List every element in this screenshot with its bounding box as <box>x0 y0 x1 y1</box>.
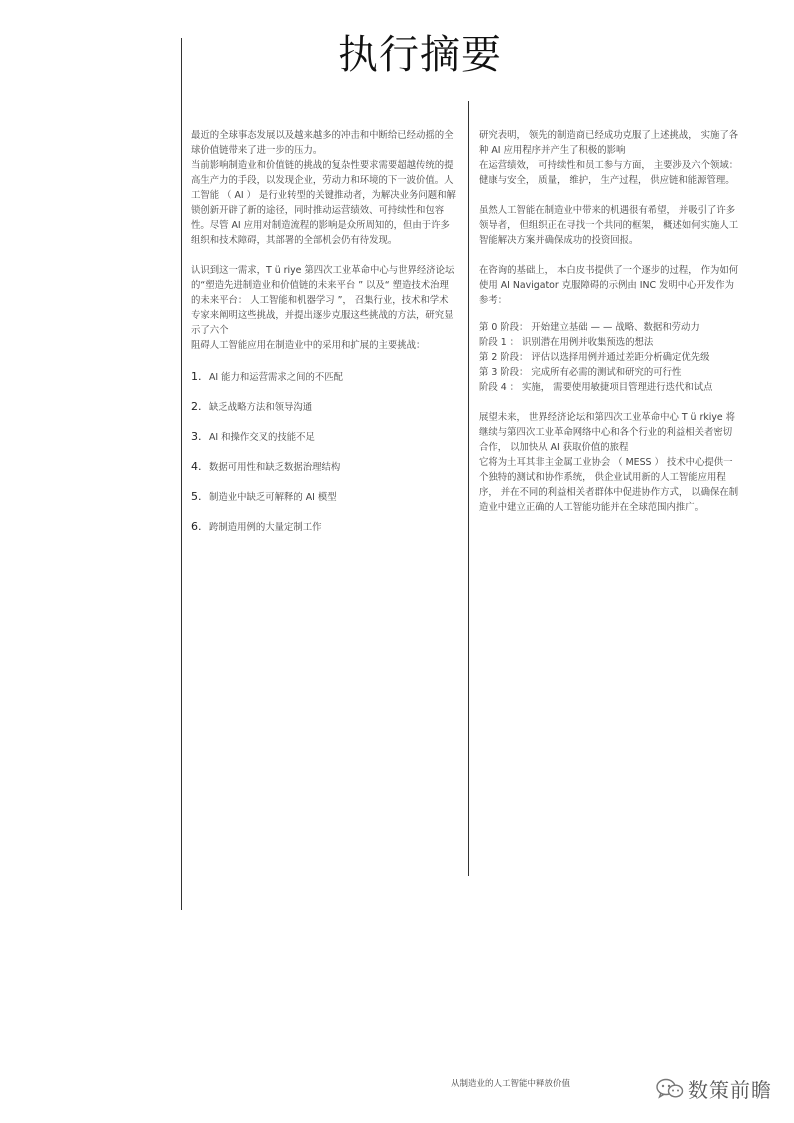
item-number: 4. <box>191 460 202 473</box>
item-text: 制造业中缺乏可解释的 AI 模型 <box>209 492 337 503</box>
right-vertical-rule <box>468 101 469 876</box>
stage-item: 第 3 阶段： 完成所有必需的测试和研究的可行性 <box>479 367 682 378</box>
item-number: 2. <box>191 400 202 413</box>
logo-text: 数策前瞻 <box>688 1078 772 1102</box>
item-number: 5. <box>191 490 202 503</box>
list-item <box>191 519 457 535</box>
stage-item: 第 0 阶段： 开始建立基础 — — 战略、数据和劳动力 <box>479 322 700 333</box>
item-number: 3. <box>191 430 202 443</box>
list-item <box>191 429 457 445</box>
list-item <box>191 399 457 415</box>
challenges-intro: 阻碍人工智能应用在制造业中的采用和扩展的主要挑战： <box>191 340 426 351</box>
item-text: AI 和操作交叉的技能不足 <box>209 432 315 443</box>
list-item <box>191 489 457 505</box>
framework-paragraph: 虽然人工智能在制造业中带来的机遇很有希望， 并吸引了许多领导者， 但组织正在寻找一个共同的框架， 概述如何实施人工智能解决方案并确保成功的投资回报。 <box>479 205 739 246</box>
brand-logo <box>656 1074 772 1103</box>
process-paragraph: 在咨询的基础上， 本白皮书提供了一个逐步的过程， 作为如何使用 AI Navigator 克服障碍的示例由 INC 发明中心开发作为参考： <box>479 265 739 306</box>
item-number: 1. <box>191 370 202 383</box>
context-paragraph: 当前影响制造业和价值链的挑战的复杂性要求需要超越传统的提高生产力的手段，以发现企业，劳动力和环境的下一波价值。人工智能 （ AI ） 是行业转型的关键推动者，为解决业务问题和解锁创新开辟了新的途径，同时推动运营绩效、可持续性和包容性。尽管 AI 应用对制造流程的影响是众所周知的，但由于许多组织和技术障碍，其部署的全部机会仍有待发现。 <box>191 160 456 246</box>
item-text: AI 能力和运营需求之间的不匹配 <box>209 372 344 383</box>
stage-item: 阶段 4 ： 实施， 需要使用敏捷项目管理进行迭代和试点 <box>479 382 713 393</box>
left-vertical-rule <box>181 38 182 910</box>
findings-paragraph: 研究表明， 领先的制造商已经成功克服了上述挑战， 实施了各种 AI 应用程序并产生了积极的影响 <box>479 130 739 156</box>
page-title: 执行摘要 <box>338 32 502 78</box>
intro-paragraph: 最近的全球事态发展以及越来越多的冲击和中断给已经动摇的全球价值链带来了进一步的压力。 <box>191 130 454 156</box>
challenges-list <box>191 369 457 535</box>
item-text: 跨制造用例的大量定制工作 <box>209 522 322 533</box>
domains-paragraph: 在运营绩效， 可持续性和员工参与方面， 主要涉及六个领域： 健康与安全， 质量， 维护， 生产过程， 供应链和能源管理。 <box>479 160 739 186</box>
list-item <box>191 459 457 475</box>
item-number: 6. <box>191 520 202 533</box>
item-text: 数据可用性和缺乏数据治理结构 <box>209 462 341 473</box>
research-paragraph: 认识到这一需求，T ü riye 第四次工业革命中心与世界经济论坛的“塑造先进制造业和价值链的未来平台 ” 以及“ 塑造技术治理的未来平台： 人工智能和机器学习 ”， 召集行业，技术和学术专家来阐明这些挑战，并提出逐步克服这些挑战的方法，研究显示了六个 <box>191 265 455 336</box>
stage-item: 阶段 1 ： 识别潜在用例并收集预选的想法 <box>479 337 654 348</box>
mess-paragraph: 它将为土耳其非主金属工业协会 （ MESS ） 技术中心提供一个独特的测试和协作系统， 供企业试用新的人工智能应用程序， 并在不同的利益相关者群体中促进协作方式， 以确保在制造业中建立正确的人工智能功能并在全球范围内推广。 <box>479 457 739 513</box>
footer-caption: 从制造业的人工智能中释放价值 <box>451 1079 571 1089</box>
item-text: 缺乏战略方法和领导沟通 <box>209 402 313 413</box>
outlook-paragraph: 展望未来， 世界经济论坛和第四次工业革命中心 T ü rkiye 将继续与第四次工业革命网络中心和各个行业的利益相关者密切合作， 以加快从 AI 获取价值的旅程 <box>479 412 736 453</box>
list-item <box>191 369 457 385</box>
left-column <box>191 128 457 549</box>
right-column <box>479 128 741 515</box>
wechat-icon <box>656 1078 684 1100</box>
stage-item: 第 2 阶段： 评估以选择用例并通过差距分析确定优先级 <box>479 352 710 363</box>
